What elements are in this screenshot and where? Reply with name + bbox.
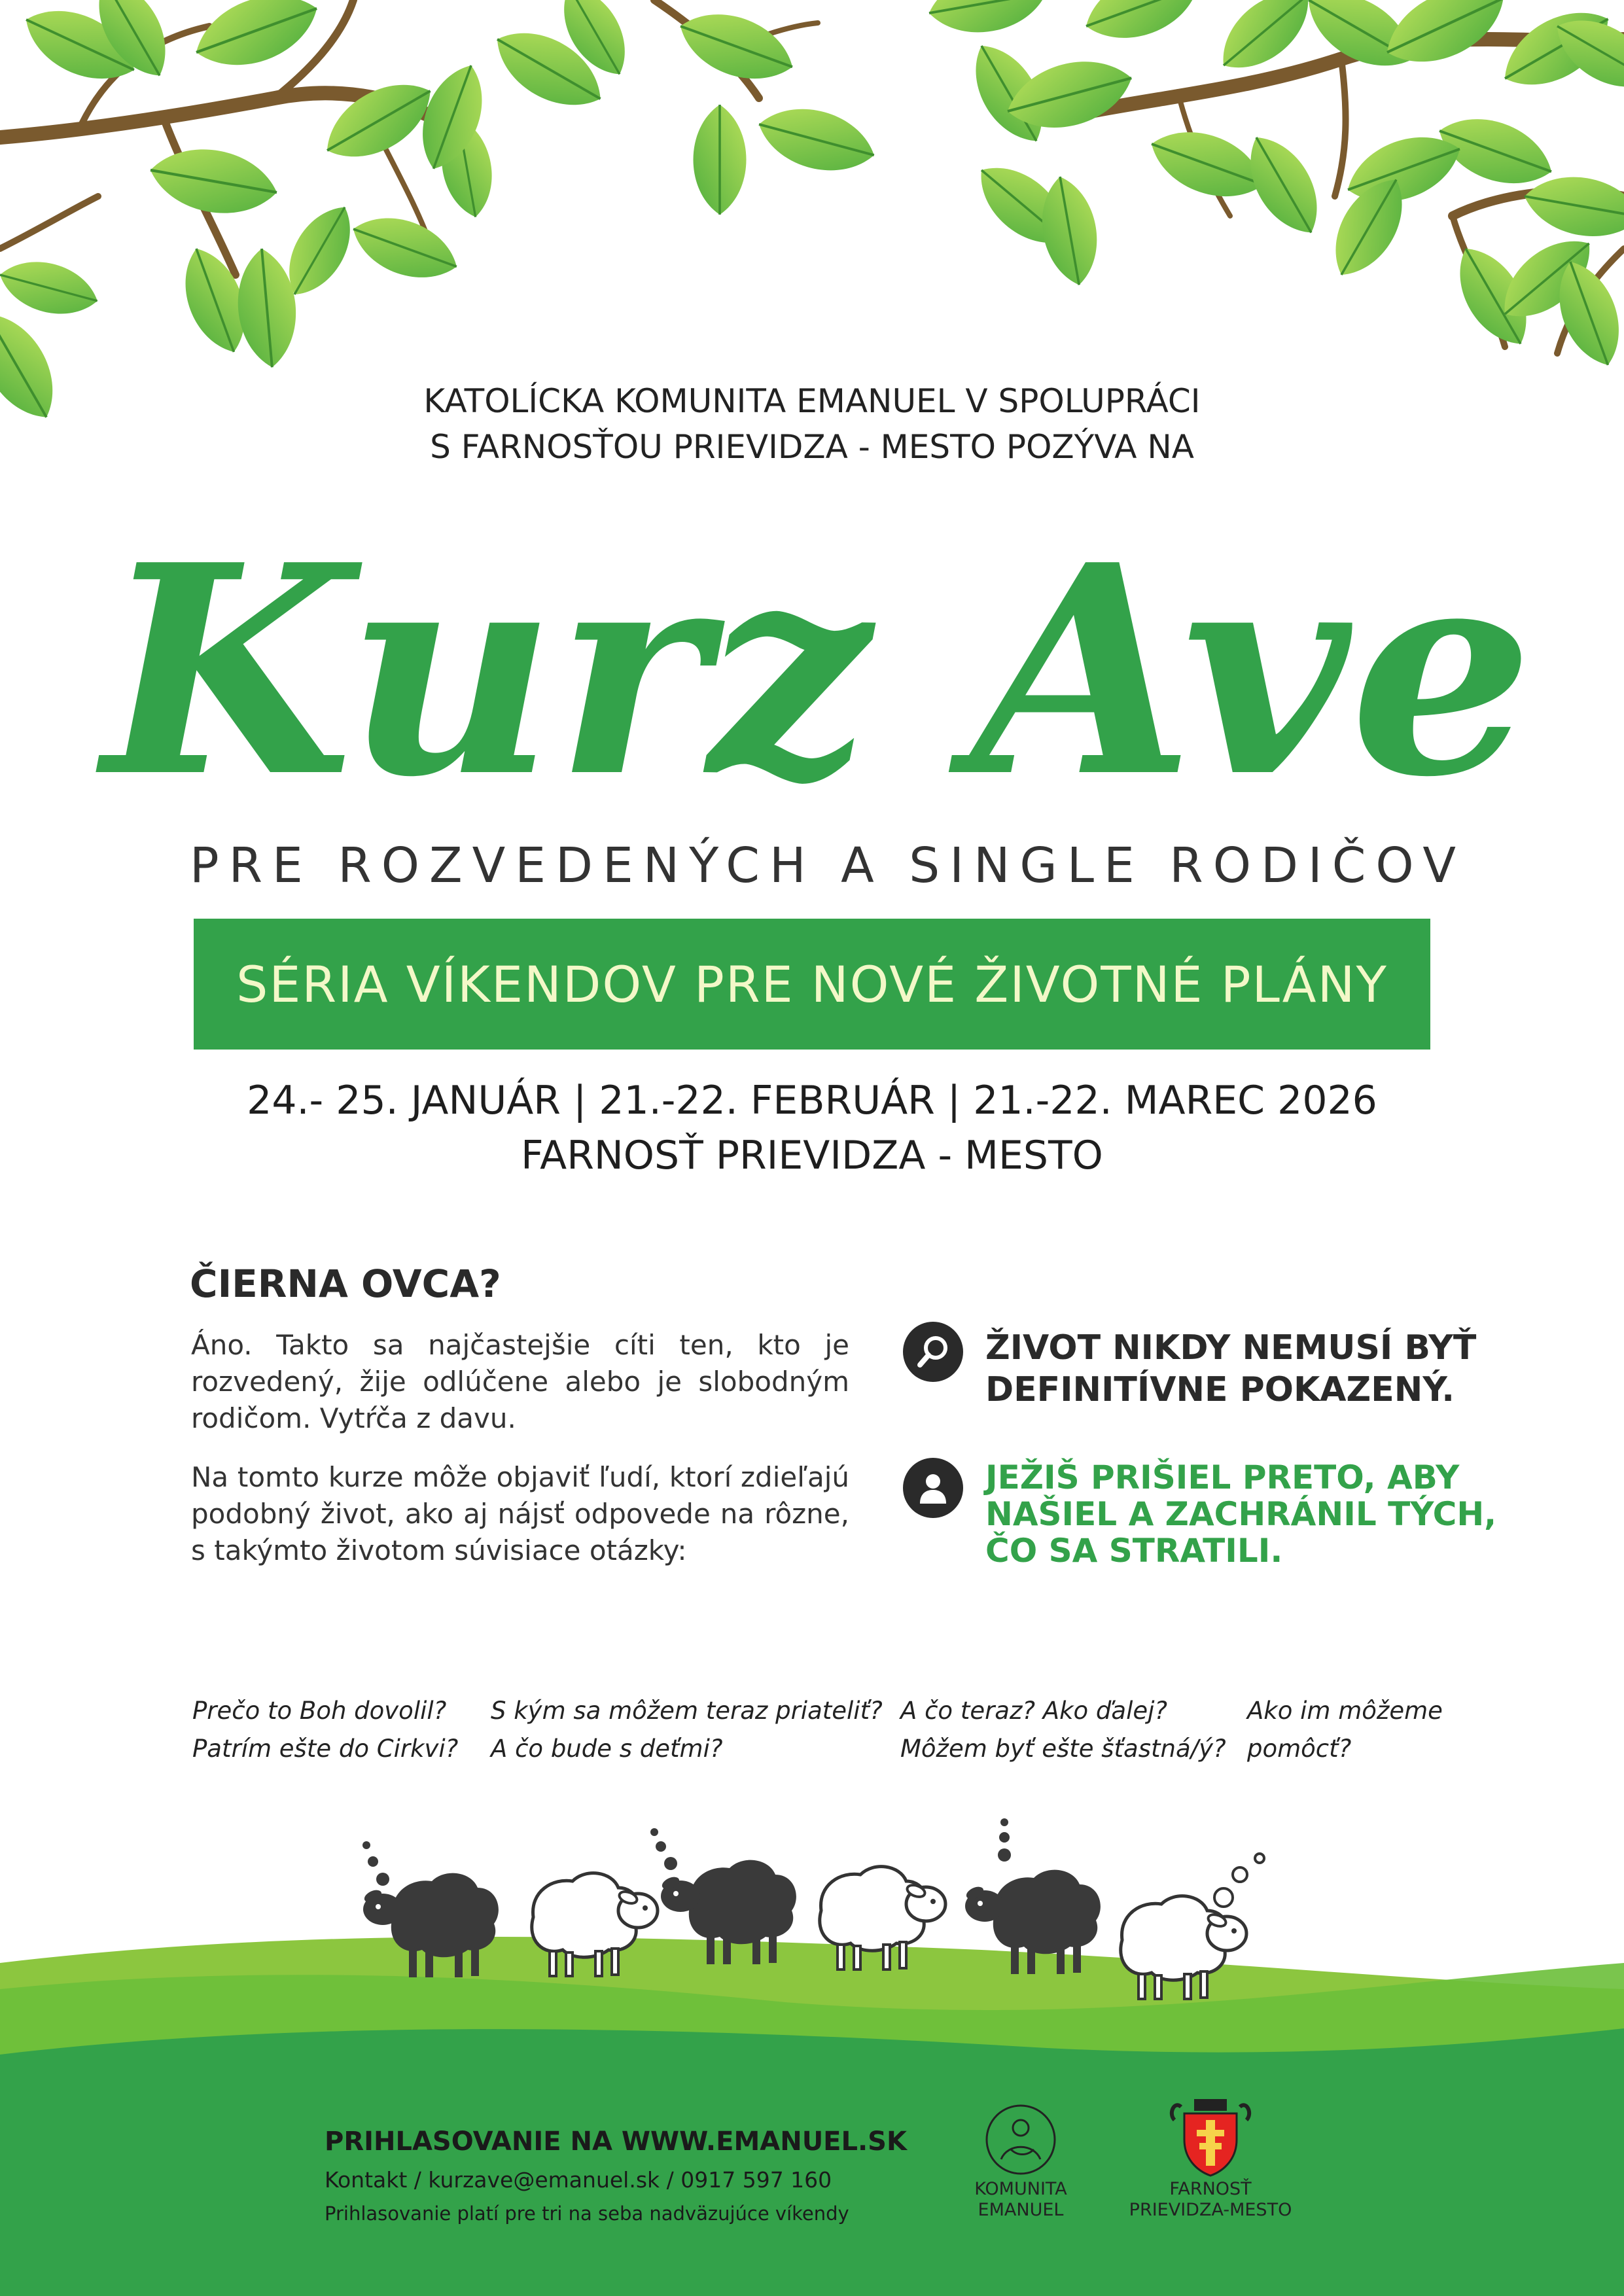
question-group-1: [192, 1692, 458, 1768]
coat-of-arms-icon: [1168, 2094, 1253, 2179]
emanuel-label-2: EMANUEL: [978, 2200, 1064, 2220]
question-text: pomôcť?: [1247, 1735, 1352, 1763]
registration-note: Prihlasovanie platí pre tri na seba nadväzujúce víkendy: [325, 2202, 849, 2225]
question-text: S kým sa môžem teraz priateliť?: [491, 1697, 883, 1725]
farnost-label-1: FARNOSŤ: [1169, 2179, 1252, 2199]
farnost-logo: [1112, 2094, 1309, 2221]
farnost-label-2: PRIEVIDZA-MESTO: [1129, 2200, 1292, 2220]
emanuel-label-1: KOMUNITA: [974, 2179, 1067, 2199]
subtitle: PRE ROZVEDENÝCH A SINGLE RODIČOV: [190, 838, 1466, 894]
callout-life-line-2: DEFINITÍVNE POKAZENÝ.: [985, 1370, 1455, 1409]
page-title: [102, 497, 1534, 840]
section-heading: ČIERNA OVCA?: [190, 1262, 501, 1306]
registration-heading: PRIHLASOVANIE NA WWW.EMANUEL.SK: [325, 2127, 907, 2157]
callout-life: [985, 1327, 1476, 1411]
question-text: A čo bude s deťmi?: [491, 1735, 723, 1763]
series-banner-text: SÉRIA VÍKENDOV PRE NOVÉ ŽIVOTNÉ PLÁNY: [236, 955, 1388, 1014]
search-icon: [903, 1322, 963, 1382]
callout-jesus-line-2: NAŠIEL A ZACHRÁNIL TÝCH,: [985, 1495, 1497, 1533]
callout-jesus: [985, 1459, 1496, 1569]
intro-text: [0, 378, 1624, 470]
callout-life-line-1: ŽIVOT NIKDY NEMUSÍ BYŤ: [985, 1328, 1477, 1368]
emanuel-emblem-icon: [981, 2100, 1060, 2179]
callout-jesus-line-3: ČO SA STRATILI.: [985, 1532, 1283, 1570]
question-group-2: [491, 1692, 883, 1768]
paragraph-1: Áno. Takto sa najčastejšie cíti ten, kto je rozvedený, žije odlúčene alebo je slobodným rodičom. Vytŕča z davu.: [191, 1329, 849, 1434]
venue-line: FARNOSŤ PRIEVIDZA - MESTO: [521, 1133, 1103, 1178]
question-text: Môžem byť ešte šťastná/ý?: [900, 1735, 1226, 1763]
question-text: A čo teraz? Ako ďalej?: [900, 1697, 1168, 1725]
contact-info: Kontakt / kurzave@emanuel.sk / 0917 597 160: [325, 2167, 832, 2193]
intro-line-2: S FARNOSŤOU PRIEVIDZA - MESTO POZÝVA NA: [430, 428, 1194, 466]
komunita-emanuel-logo: [955, 2100, 1086, 2221]
person-icon: [903, 1458, 963, 1518]
question-text: Prečo to Boh dovolil?: [192, 1697, 447, 1725]
page-title-text: Kurz Ave: [102, 502, 1534, 840]
dates-block: [0, 1073, 1624, 1183]
callout-jesus-line-1: JEŽIŠ PRIŠIEL PRETO, ABY: [985, 1458, 1460, 1496]
question-group-4: [1247, 1692, 1443, 1768]
question-text: Patrím ešte do Cirkvi?: [192, 1735, 459, 1763]
paragraph-2: Na tomto kurze môže objaviť ľudí, ktorí zdieľajú podobný život, ako aj nájsť odpovede na rôzne, s takýmto životom súvisiace otázky:: [191, 1461, 849, 1566]
question-group-3: [900, 1692, 1226, 1768]
series-banner: [194, 919, 1430, 1050]
dates-line: 24.- 25. JANUÁR | 21.-22. FEBRUÁR | 21.-22. MAREC 2026: [247, 1078, 1377, 1123]
intro-line-1: KATOLÍCKA KOMUNITA EMANUEL V SPOLUPRÁCI: [423, 382, 1201, 420]
question-text: Ako im môžeme: [1247, 1697, 1443, 1725]
